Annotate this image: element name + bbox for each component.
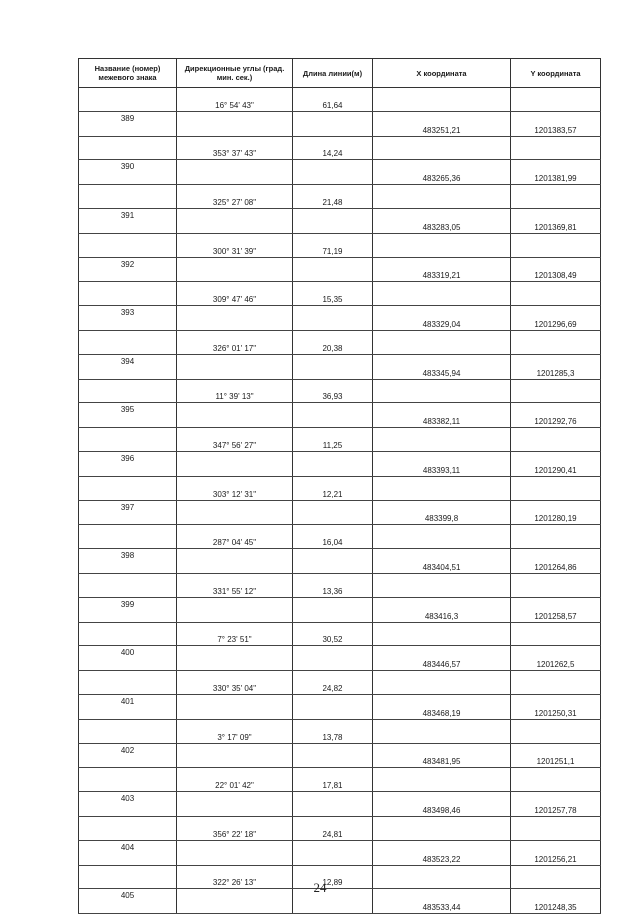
- cell-direction-angle: [177, 840, 293, 865]
- cell-x-coordinate: [373, 816, 511, 840]
- table-row-segment: [79, 185, 601, 209]
- cell-y-coordinate: 1201251,1: [511, 743, 601, 768]
- table-row-boundary-point: [79, 354, 601, 379]
- table-row-boundary-point: [79, 257, 601, 282]
- cell-direction-angle: [177, 354, 293, 379]
- cell-line-length: 24,81: [293, 816, 373, 840]
- cell-y-coordinate: [511, 573, 601, 597]
- cell-point-name: 394: [79, 354, 177, 379]
- cell-y-coordinate: 1201262,5: [511, 646, 601, 671]
- cell-direction-angle: [177, 403, 293, 428]
- cell-point-name: [79, 88, 177, 112]
- cell-direction-angle: 287° 04' 45": [177, 525, 293, 549]
- cell-direction-angle: 330° 35' 04": [177, 671, 293, 695]
- cell-x-coordinate: [373, 671, 511, 695]
- cell-line-length: [293, 792, 373, 817]
- cell-x-coordinate: 483481,95: [373, 743, 511, 768]
- cell-point-name: 403: [79, 792, 177, 817]
- cell-direction-angle: 16° 54' 43": [177, 88, 293, 112]
- cell-point-name: 399: [79, 597, 177, 622]
- cell-y-coordinate: 1201256,21: [511, 840, 601, 865]
- cell-direction-angle: [177, 549, 293, 574]
- cell-line-length: 13,36: [293, 573, 373, 597]
- cell-line-length: 21,48: [293, 185, 373, 209]
- table-row-segment: [79, 476, 601, 500]
- cell-x-coordinate: [373, 185, 511, 209]
- coordinates-table: [78, 58, 601, 914]
- table-row-segment: [79, 379, 601, 403]
- header-angle: Дирекционные углы (град. мин. сек.): [177, 59, 293, 88]
- header-x: X координата: [373, 59, 511, 88]
- cell-line-length: [293, 597, 373, 622]
- table-row-segment: [79, 428, 601, 452]
- cell-point-name: [79, 671, 177, 695]
- cell-y-coordinate: [511, 476, 601, 500]
- cell-x-coordinate: 483345,94: [373, 354, 511, 379]
- cell-direction-angle: 322° 26' 13": [177, 865, 293, 889]
- cell-direction-angle: 331° 55' 12": [177, 573, 293, 597]
- cell-direction-angle: [177, 500, 293, 525]
- cell-x-coordinate: [373, 525, 511, 549]
- cell-y-coordinate: 1201296,69: [511, 306, 601, 331]
- cell-x-coordinate: [373, 282, 511, 306]
- cell-point-name: 393: [79, 306, 177, 331]
- cell-point-name: 402: [79, 743, 177, 768]
- table-row-segment: [79, 233, 601, 257]
- table-row-boundary-point: [79, 840, 601, 865]
- cell-direction-angle: [177, 646, 293, 671]
- table-row-segment: [79, 816, 601, 840]
- cell-direction-angle: 356° 22' 18": [177, 816, 293, 840]
- table-row-boundary-point: [79, 451, 601, 476]
- cell-y-coordinate: [511, 525, 601, 549]
- cell-direction-angle: 303° 12' 31": [177, 476, 293, 500]
- cell-x-coordinate: 483283,05: [373, 208, 511, 233]
- cell-point-name: [79, 622, 177, 646]
- cell-line-length: [293, 306, 373, 331]
- table-row-segment: [79, 136, 601, 160]
- table-row-segment: [79, 671, 601, 695]
- table-body: [79, 88, 601, 914]
- table-row-boundary-point: [79, 403, 601, 428]
- cell-y-coordinate: [511, 282, 601, 306]
- table-row-boundary-point: [79, 500, 601, 525]
- cell-y-coordinate: 1201264,86: [511, 549, 601, 574]
- cell-y-coordinate: [511, 330, 601, 354]
- cell-direction-angle: [177, 160, 293, 185]
- cell-x-coordinate: [373, 233, 511, 257]
- cell-line-length: 12,89: [293, 865, 373, 889]
- table-row-segment: [79, 622, 601, 646]
- cell-line-length: 15,35: [293, 282, 373, 306]
- cell-line-length: 16,04: [293, 525, 373, 549]
- cell-direction-angle: 325° 27' 08": [177, 185, 293, 209]
- cell-x-coordinate: [373, 768, 511, 792]
- cell-line-length: [293, 500, 373, 525]
- cell-point-name: 392: [79, 257, 177, 282]
- table-row-segment: [79, 330, 601, 354]
- cell-x-coordinate: 483319,21: [373, 257, 511, 282]
- cell-x-coordinate: [373, 573, 511, 597]
- cell-y-coordinate: 1201308,49: [511, 257, 601, 282]
- cell-y-coordinate: [511, 136, 601, 160]
- cell-x-coordinate: [373, 88, 511, 112]
- cell-x-coordinate: 483393,11: [373, 451, 511, 476]
- table-row-boundary-point: [79, 111, 601, 136]
- cell-line-length: [293, 208, 373, 233]
- cell-y-coordinate: [511, 428, 601, 452]
- cell-direction-angle: 300° 31' 39": [177, 233, 293, 257]
- header-length: Длина линии(м): [293, 59, 373, 88]
- cell-direction-angle: 11° 39' 13": [177, 379, 293, 403]
- cell-y-coordinate: [511, 768, 601, 792]
- cell-line-length: 61,64: [293, 88, 373, 112]
- cell-point-name: [79, 573, 177, 597]
- cell-point-name: [79, 768, 177, 792]
- cell-x-coordinate: [373, 136, 511, 160]
- cell-x-coordinate: 483329,04: [373, 306, 511, 331]
- cell-line-length: 14,24: [293, 136, 373, 160]
- cell-x-coordinate: 483468,19: [373, 694, 511, 719]
- cell-x-coordinate: 483251,21: [373, 111, 511, 136]
- cell-y-coordinate: 1201292,76: [511, 403, 601, 428]
- cell-x-coordinate: 483416,3: [373, 597, 511, 622]
- cell-direction-angle: [177, 111, 293, 136]
- cell-y-coordinate: 1201250,31: [511, 694, 601, 719]
- cell-point-name: 404: [79, 840, 177, 865]
- cell-line-length: [293, 403, 373, 428]
- cell-direction-angle: 7° 23' 51": [177, 622, 293, 646]
- table-row-boundary-point: [79, 646, 601, 671]
- cell-x-coordinate: [373, 379, 511, 403]
- cell-direction-angle: [177, 208, 293, 233]
- cell-direction-angle: [177, 792, 293, 817]
- cell-direction-angle: [177, 597, 293, 622]
- cell-line-length: [293, 743, 373, 768]
- cell-line-length: 12,21: [293, 476, 373, 500]
- cell-point-name: [79, 185, 177, 209]
- cell-point-name: 398: [79, 549, 177, 574]
- cell-point-name: [79, 719, 177, 743]
- table-row-segment: [79, 719, 601, 743]
- cell-y-coordinate: 1201258,57: [511, 597, 601, 622]
- table-row-boundary-point: [79, 597, 601, 622]
- cell-line-length: 30,52: [293, 622, 373, 646]
- cell-direction-angle: 3° 17' 09": [177, 719, 293, 743]
- cell-point-name: 400: [79, 646, 177, 671]
- cell-point-name: [79, 233, 177, 257]
- cell-point-name: 405: [79, 889, 177, 914]
- cell-x-coordinate: 483265,36: [373, 160, 511, 185]
- cell-x-coordinate: [373, 622, 511, 646]
- cell-y-coordinate: [511, 185, 601, 209]
- cell-line-length: 36,93: [293, 379, 373, 403]
- table-row-boundary-point: [79, 549, 601, 574]
- cell-point-name: [79, 282, 177, 306]
- cell-line-length: [293, 840, 373, 865]
- table-row-boundary-point: [79, 160, 601, 185]
- table-row-boundary-point: [79, 306, 601, 331]
- cell-y-coordinate: 1201381,99: [511, 160, 601, 185]
- cell-point-name: 391: [79, 208, 177, 233]
- cell-point-name: 401: [79, 694, 177, 719]
- cell-y-coordinate: [511, 233, 601, 257]
- table-row-boundary-point: [79, 792, 601, 817]
- cell-line-length: [293, 160, 373, 185]
- cell-point-name: 395: [79, 403, 177, 428]
- cell-point-name: 390: [79, 160, 177, 185]
- cell-x-coordinate: 483523,22: [373, 840, 511, 865]
- cell-x-coordinate: [373, 330, 511, 354]
- cell-direction-angle: 22° 01' 42": [177, 768, 293, 792]
- cell-y-coordinate: 1201257,78: [511, 792, 601, 817]
- cell-line-length: [293, 111, 373, 136]
- cell-y-coordinate: [511, 671, 601, 695]
- table-row-boundary-point: [79, 743, 601, 768]
- cell-line-length: 11,25: [293, 428, 373, 452]
- cell-direction-angle: 347° 56' 27": [177, 428, 293, 452]
- cell-y-coordinate: 1201280,19: [511, 500, 601, 525]
- cell-y-coordinate: 1201290,41: [511, 451, 601, 476]
- cell-line-length: [293, 549, 373, 574]
- cell-x-coordinate: [373, 428, 511, 452]
- header-name: Название (номер) межевого знака: [79, 59, 177, 88]
- cell-x-coordinate: [373, 719, 511, 743]
- table-row-segment: [79, 88, 601, 112]
- table-row-segment: [79, 525, 601, 549]
- cell-point-name: [79, 136, 177, 160]
- cell-direction-angle: 309° 47' 46": [177, 282, 293, 306]
- cell-direction-angle: 326° 01' 17": [177, 330, 293, 354]
- cell-line-length: 17,81: [293, 768, 373, 792]
- cell-point-name: 397: [79, 500, 177, 525]
- cell-line-length: [293, 451, 373, 476]
- cell-y-coordinate: [511, 816, 601, 840]
- cell-direction-angle: [177, 451, 293, 476]
- header-y: Y координата: [511, 59, 601, 88]
- cell-x-coordinate: 483533,44: [373, 889, 511, 914]
- cell-direction-angle: [177, 743, 293, 768]
- cell-x-coordinate: 483382,11: [373, 403, 511, 428]
- cell-line-length: 71,19: [293, 233, 373, 257]
- cell-point-name: [79, 525, 177, 549]
- cell-line-length: [293, 354, 373, 379]
- cell-point-name: [79, 476, 177, 500]
- page-number: 24: [313, 880, 327, 895]
- cell-y-coordinate: 1201248,35: [511, 889, 601, 914]
- table-header: [79, 59, 601, 88]
- cell-y-coordinate: 1201369,81: [511, 208, 601, 233]
- table-row-boundary-point: [79, 694, 601, 719]
- cell-y-coordinate: 1201383,57: [511, 111, 601, 136]
- cell-line-length: 20,38: [293, 330, 373, 354]
- cell-x-coordinate: 483446,57: [373, 646, 511, 671]
- cell-line-length: [293, 694, 373, 719]
- cell-x-coordinate: 483498,46: [373, 792, 511, 817]
- cell-line-length: [293, 257, 373, 282]
- cell-point-name: 396: [79, 451, 177, 476]
- cell-x-coordinate: [373, 476, 511, 500]
- cell-y-coordinate: 1201285,3: [511, 354, 601, 379]
- cell-line-length: [293, 646, 373, 671]
- cell-x-coordinate: 483399,8: [373, 500, 511, 525]
- cell-point-name: [79, 330, 177, 354]
- cell-y-coordinate: [511, 88, 601, 112]
- cell-point-name: [79, 379, 177, 403]
- cell-y-coordinate: [511, 719, 601, 743]
- cell-direction-angle: [177, 306, 293, 331]
- cell-y-coordinate: [511, 622, 601, 646]
- cell-point-name: [79, 428, 177, 452]
- cell-y-coordinate: [511, 379, 601, 403]
- cell-direction-angle: 353° 37' 43": [177, 136, 293, 160]
- cell-direction-angle: [177, 257, 293, 282]
- table-row-segment: [79, 768, 601, 792]
- cell-line-length: 24,82: [293, 671, 373, 695]
- cell-line-length: 13,78: [293, 719, 373, 743]
- cell-point-name: [79, 816, 177, 840]
- table-row-boundary-point: [79, 208, 601, 233]
- table-row-segment: [79, 282, 601, 306]
- cell-direction-angle: [177, 694, 293, 719]
- cell-point-name: 389: [79, 111, 177, 136]
- table-row-segment: [79, 573, 601, 597]
- cell-x-coordinate: 483404,51: [373, 549, 511, 574]
